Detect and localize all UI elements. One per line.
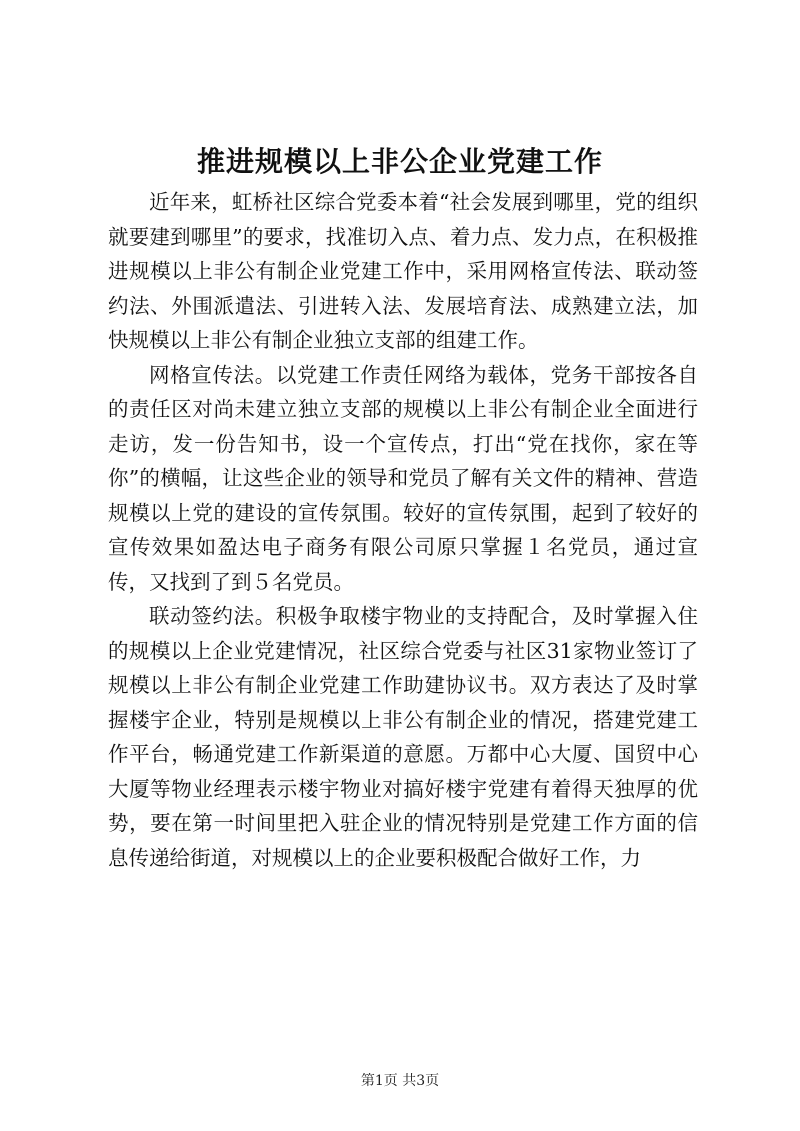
page-footer: 第1页 共3页 xyxy=(360,1073,440,1089)
document-title: 推进规模以上非公企业党建工作 xyxy=(196,145,603,178)
paragraph-intro: 近年来，虹桥社区综合党委本着“社会发展到哪里，党的组织就要建到哪里”的要求，找准切入点、着力点、发力点，在积极推进规模以上非公有制企业党建工作中，采用网格宣传法、联动签约法、外围派遣法、引进转入法、发展培育法、成熟建立法，加快规模以上非公有制企业独立支部的组建工作。 xyxy=(108,190,698,352)
paragraph-joint-signing: 联动签约法。积极争取楼宇物业的支持配合，及时掌握入住的规模以上企业党建情况，社区综合党委与社区31家物业签订了规模以上非公有制企业党建工作助建协议书。双方表达了及时掌握楼宇企业，特别是规模以上非公有制企业的情况，搭建党建工作平台，畅通党建工作新渠道的意愿。万都中心大厦、国贸中心大厦等物业经理表示楼宇物业对搞好楼宇党建有着得天独厚的优势，要在第一时间里把入驻企业的情况特别是党建工作方面的信息传递给街道，对规模以上的企业要积极配合做好工作，力 xyxy=(108,604,698,870)
paragraph-grid-publicity: 网格宣传法。以党建工作责任网络为载体，党务干部按各自的责任区对尚未建立独立支部的规模以上非公有制企业全面进行走访，发一份告知书，设一个宣传点，打出“党在找你，家在等你”的横幅，让这些企业的领导和党员了解有关文件的精神、营造规模以上党的建设的宣传氛围。较好的宣传氛围，起到了较好的宣传效果如盈达电子商务有限公司原只掌握１名党员，通过宣传，又找到了到５名党员。 xyxy=(108,362,698,594)
document-body xyxy=(108,185,698,875)
